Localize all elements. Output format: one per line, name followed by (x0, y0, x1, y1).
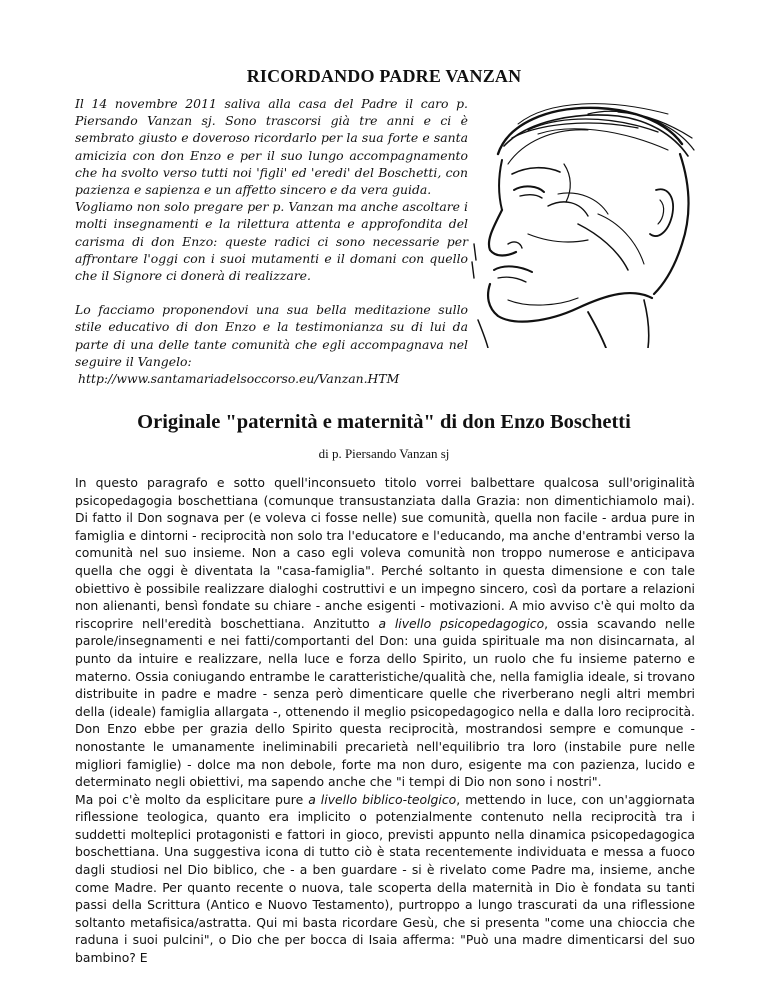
intro-paragraph-2: Vogliamo non solo pregare per p. Vanzan ma anche ascoltare i molti insegnamenti e la rilettura attenta e approfondita del carisma di don Enzo: queste radici ci sono necessarie per affrontare l'oggi con i suoi mutamenti e il domani con quello che il Signore ci donerà di realizzare. (75, 199, 468, 284)
body-text: , mettendo in luce, con un'aggiornata riflessione teologica, quanto era implicito o potenzialmente contenuto nella reciprocità tra i suddetti molteplici protagonisti e fattori in gioco, previsti appunto nella dinamica psicopedagogica boschettiana. Una suggestiva icona di tutto ciò è stata recentemente individuata e messa a fuoco dagli studiosi nel Dio biblico, che - a ben guardare - si è rivelato come Padre ma, insieme, anche come Madre. Per quanto recente o nuova, tale scoperta della maternità in Dio è fondata su tanti passi della Scrittura (Antico e Nuovo Testamento), purtroppo a lungo trascurati da una riflessione soltanto metafisica/astratta. Qui mi basta ricordare Gesù, che si presenta "come una chioccia che raduna i suoi pulcini", o Dio che per bocca di Isaia afferma: "Può una madre dimenticarsi del suo bambino? E (75, 791, 695, 966)
body-text: Ma poi c'è molto da esplicitare pure (75, 791, 309, 807)
intro-paragraph-3: Lo facciamo proponendovi una sua bella meditazione sullo stile educativo di don Enzo e la testimonianza su di lui da parte di una delle tante comunità che egli accompagnava nel seguire il Vangelo: (75, 302, 468, 369)
body-text: In questo paragrafo e sotto quell'inconsueto titolo vorrei balbettare qualcosa sull'originalità psicopedagogia boschettiana (comunque transustanziata dalla Grazia: non dimentichiamolo mai). Di fatto il Don sognava per (e voleva ci fosse nelle) sue comunità, quella non facile - ardua pure in famiglia e dintorni - reciprocità non solo tra l'educatore e l'educando, ma anche d'entrambi verso la comunità nel suo insieme. Non a caso egli voleva comunità non troppo numerose e anticipava quella che oggi è diventata la "casa-famiglia". Perché soltanto in questa dimensione e con tale obiettivo è possibile realizzare dialoghi costruttivi e un impegno sincero, così da portare a relazioni non alienanti, bensì fondate su chiare - anche esigenti - motivazioni. A mio avviso c'è qui molto da riscoprire nell'eredità boschettiana. Anzitutto (75, 475, 695, 631)
intro-section (75, 95, 468, 387)
body-paragraph-1 (75, 474, 695, 791)
article-body (75, 474, 695, 967)
source-url[interactable]: http://www.santamariadelsoccorso.eu/Vanzan.HTM (78, 371, 400, 387)
paragraph-spacer (75, 284, 468, 301)
body-text: , ossia scavando nelle parole/insegnamenti e nei fatti/comportanti del Don: una guida spirituale ma non disincarnata, al punto da intuire e realizzare, nella luce e forza dello Spirito, un ruolo che fu insieme paterno e materno. Ossia coniugando entrambe le caratteristiche/qualità che, nella famiglia ideale, si trovano distribuite in padre e madre - senza però dimenticare quelle che riverberano negli altri membri della (ideale) famiglia allargata -, ottenendo il meglio psicopedagogico nella e dalla loro reciprocità. Don Enzo ebbe per grazia dello Spirito questa reciprocità, mostrandosi sempre e comunque - nonostante le umanamente ineliminabili precarietà nell'equilibrio tra loro (instabile pure nelle migliori famiglie) - dolce ma non debole, forte ma non duro, esigente ma con pazienza, lucido e determinato negli obiettivi, ma sapendo anche che "i tempi di Dio non sono i nostri". (75, 615, 695, 790)
body-paragraph-2 (75, 791, 695, 967)
article-title: Originale "paternità e maternità" di don Enzo Boschetti (137, 411, 631, 433)
emphasis-text: a livello biblico-teolgico (308, 791, 457, 807)
page-title: RICORDANDO PADRE VANZAN (246, 66, 522, 86)
article-byline: di p. Piersando Vanzan sj (318, 446, 450, 461)
emphasis-text: a livello psicopedagogico (378, 615, 545, 631)
intro-paragraph-1: Il 14 novembre 2011 saliva alla casa del Padre il caro p. Piersando Vanzan sj. Sono trascorsi già tre anni e ci è sembrato giusto e doveroso ricordarlo per la sua forte e santa amicizia con don Enzo e per il suo lungo accompagnamento che ha svolto verso tutti noi 'figli' ed 'eredi' del Boschetti, con pazienza e sapienza e un affetto sincero e da vera guida. (75, 96, 468, 198)
portrait-sketch (468, 94, 696, 348)
